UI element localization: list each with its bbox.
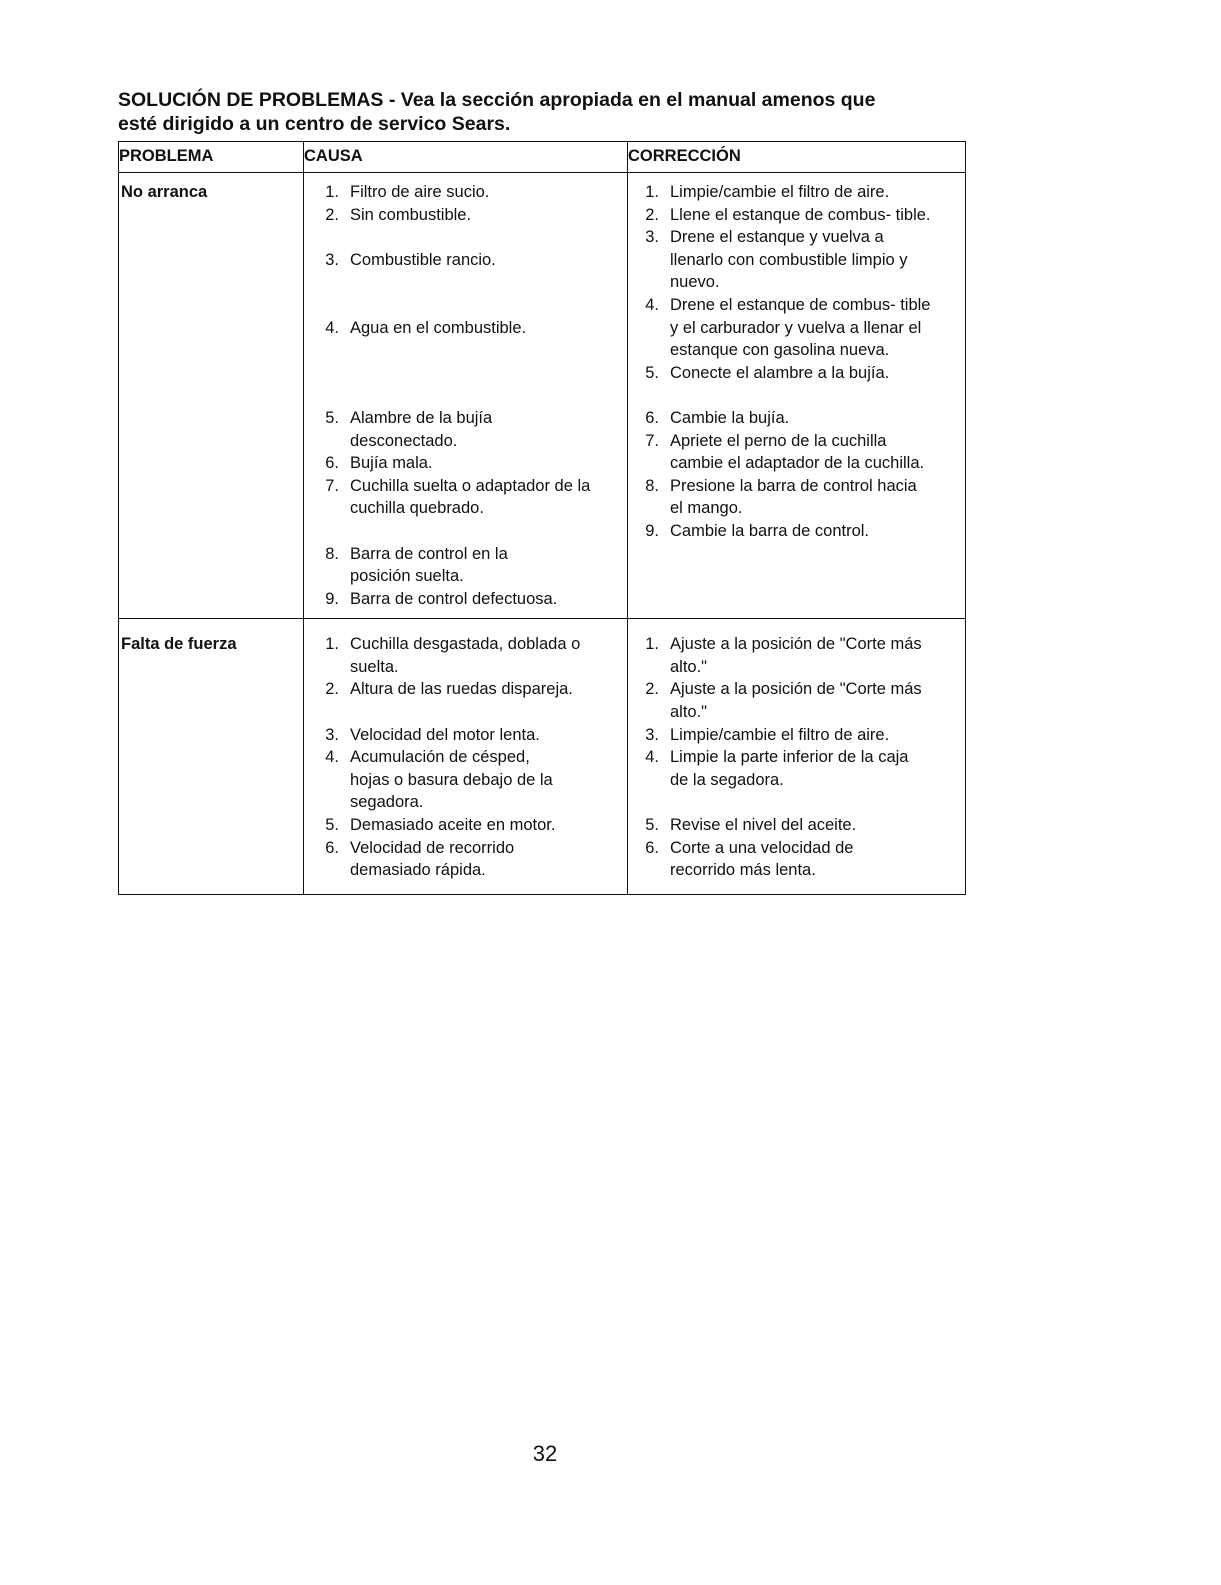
problem-cell: Falta de fuerza	[119, 619, 304, 895]
list-item: 5. Alambre de la bujía desconectado.	[325, 408, 493, 450]
table-row	[119, 173, 966, 619]
list-item: 4. Drene el estanque de combus- tible y el carburador y vuelva a llenar el estanque con gasolina nueva.	[645, 295, 931, 360]
list-item: 3. Limpie/cambie el filtro de aire.	[645, 725, 890, 744]
title-line-1: SOLUCIÓN DE PROBLEMAS - Vea la sección apropiada en el manual amenos que	[118, 89, 876, 111]
problem-cell: No arranca	[119, 173, 304, 619]
list-item: 3. Drene el estanque y vuelva a llenarlo con combustible limpio y nuevo.	[645, 228, 908, 292]
list-item: 4. Limpie la parte inferior de la caja de la segadora.	[645, 748, 909, 789]
list-item: 5. Revise el nivel del aceite.	[645, 816, 857, 835]
table-row	[119, 619, 966, 895]
cause-list	[304, 619, 628, 895]
cause-list	[304, 173, 628, 619]
correction-list	[628, 173, 966, 619]
list-item: 2. Ajuste a la posición de "Corte más alto."	[645, 680, 922, 722]
list-item: 8. Barra de control en la posición suelta.	[325, 544, 508, 586]
list-item: 6. Corte a una velocidad de recorrido más lenta.	[645, 838, 854, 880]
list-item: 5. Conecte el alambre a la bujía.	[645, 363, 890, 382]
list-item: 6. Velocidad de recorrido demasiado rápida.	[325, 838, 515, 880]
troubleshooting-table	[118, 141, 966, 895]
list-item: 5. Demasiado aceite en motor.	[325, 816, 556, 835]
list-item: 3. Combustible rancio.	[325, 250, 496, 269]
list-item: 1. Filtro de aire sucio.	[325, 183, 490, 201]
list-item: 7. Apriete el perno de la cuchilla cambie el adaptador de la cuchilla.	[645, 431, 925, 473]
title-line-2: esté dirigido a un centro de servico Sears.	[118, 113, 511, 135]
list-item: 6. Cambie la bujía.	[645, 408, 790, 427]
page-title	[118, 88, 978, 136]
correction-list	[628, 619, 966, 895]
list-item: 9. Cambie la barra de control.	[645, 521, 870, 540]
list-item: 3. Velocidad del motor lenta.	[325, 725, 540, 744]
list-item: 9. Barra de control defectuosa.	[325, 589, 558, 608]
list-item: 2. Sin combustible.	[325, 205, 472, 224]
list-item: 1. Ajuste a la posición de "Corte más alto."	[645, 635, 922, 676]
header-problem: PROBLEMA	[119, 142, 304, 173]
table-header-row	[119, 142, 966, 173]
list-item: 1. Cuchilla desgastada, doblada o suelta.	[325, 635, 581, 676]
header-correction: CORRECCIÓN	[628, 142, 966, 173]
list-item: 8. Presione la barra de control hacia el mango.	[645, 476, 917, 518]
list-item: 2. Llene el estanque de combus- tible.	[645, 205, 931, 224]
header-cause: CAUSA	[304, 142, 628, 173]
list-item: 1. Limpie/cambie el filtro de aire.	[645, 183, 890, 201]
list-item: 6. Bujía mala.	[325, 454, 433, 473]
list-item: 4. Agua en el combustible.	[325, 318, 527, 337]
list-item: 2. Altura de las ruedas dispareja.	[325, 680, 573, 699]
list-item: 7. Cuchilla suelta o adaptador de la cuchilla quebrado.	[325, 476, 591, 518]
page-number: 32	[532, 1441, 558, 1466]
list-item: 4. Acumulación de césped, hojas o basura debajo de la segadora.	[325, 748, 553, 812]
